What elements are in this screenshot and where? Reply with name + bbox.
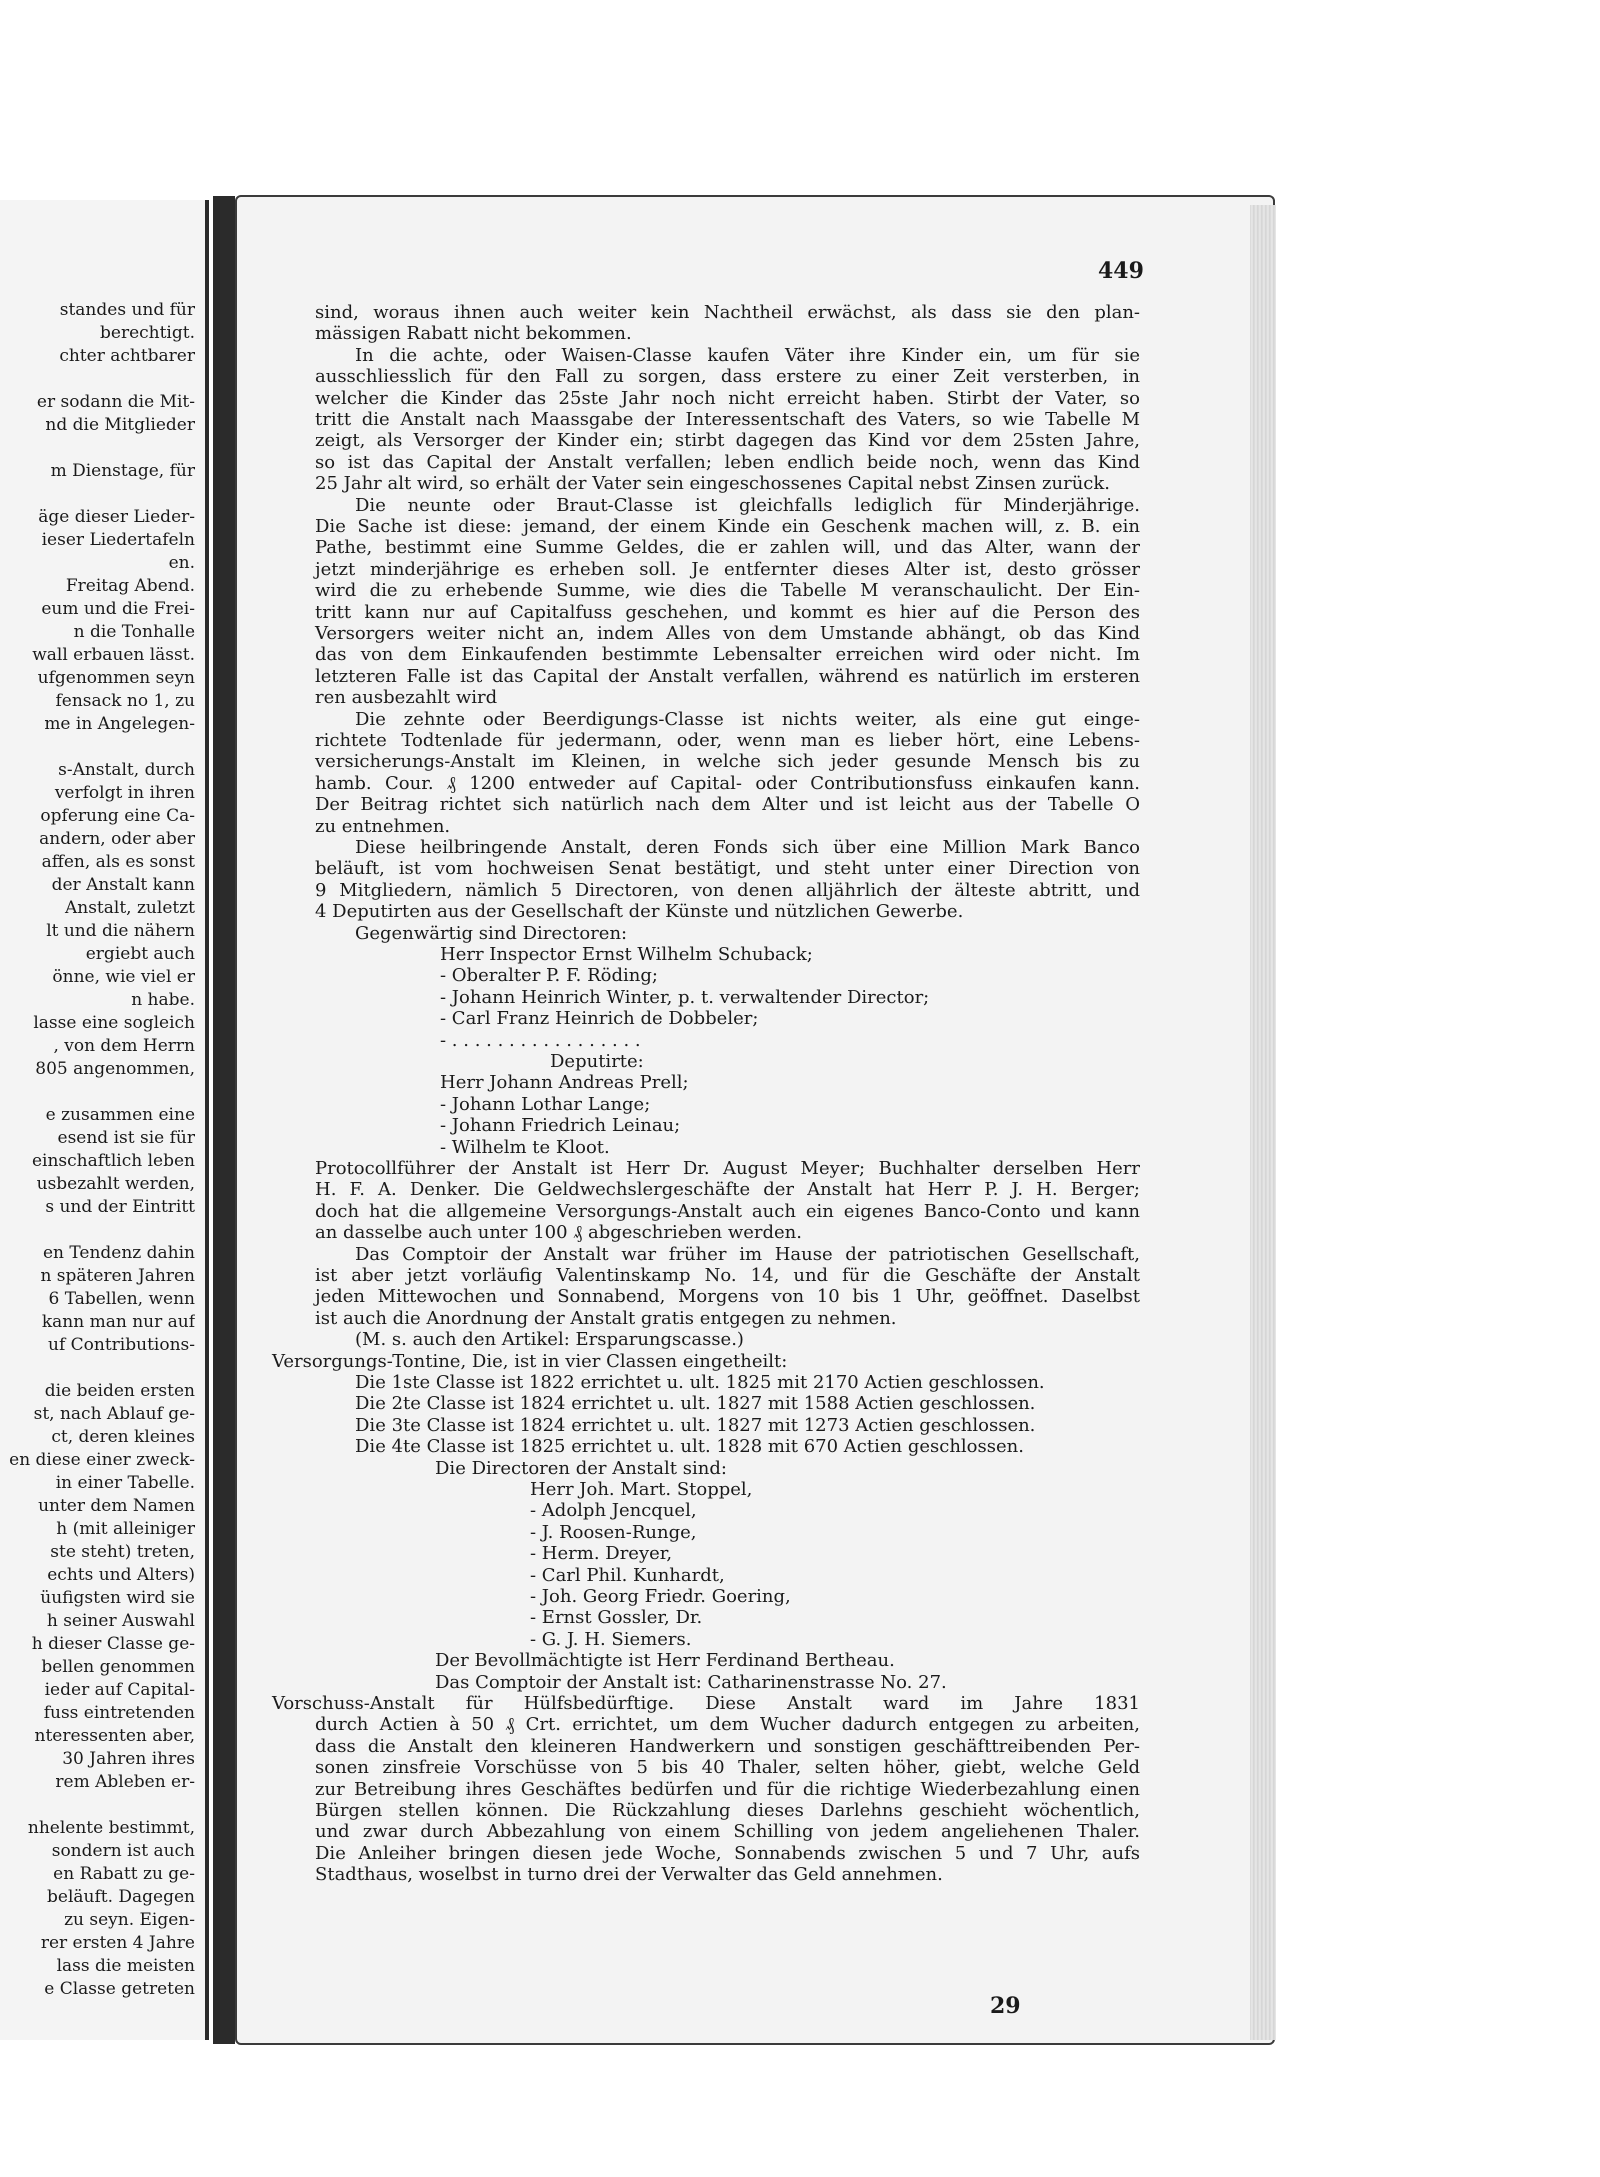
paragraph-line: so ist das Capital der Anstalt verfallen; leben endlich beide noch, wenn das Kind — [315, 451, 1140, 473]
tontine-class-line: Die 4te Classe ist 1825 errichtet u. ult. 1828 mit 670 Actien geschlossen. — [355, 1436, 1024, 1458]
facing-page-line: ieser Liedertafeln — [41, 530, 195, 550]
deputy-entry: - Wilhelm te Kloot. — [440, 1136, 610, 1158]
deputy-entry: - Johann Lothar Lange; — [440, 1093, 651, 1115]
tontine-class-line: Die 2te Classe ist 1824 errichtet u. ult. 1827 mit 1588 Actien geschlossen. — [355, 1393, 1036, 1415]
paragraph-line: Die Anleiher bringen diesen jede Woche, Sonnabends zwischen 5 und 7 Uhr, aufs — [315, 1842, 1140, 1864]
facing-page-line: Freitag Abend. — [65, 576, 195, 596]
signature-mark: 29 — [990, 1993, 1021, 2019]
facing-page-line: en Tendenz dahin — [42, 1243, 195, 1263]
paragraph-line: mässigen Rabatt nicht bekommen. — [315, 323, 632, 345]
paragraph-line: Der Beitrag richtet sich natürlich nach dem Alter und ist leicht aus der Tabelle O — [315, 794, 1140, 816]
facing-page-line: h (mit alleiniger — [56, 1519, 195, 1539]
paragraph-line: Versorgers weiter nicht an, indem Alles von dem Umstande abhängt, ob das Kind — [315, 623, 1140, 644]
facing-page-line: in einer Tabelle. — [55, 1473, 195, 1493]
facing-page-line: ste steht) treten, — [50, 1542, 195, 1562]
paragraph-line: Die zehnte oder Beerdigungs-Classe ist nichts weiter, als eine gut einge- — [355, 708, 1140, 730]
tontine-director-entry: - G. J. H. Siemers. — [530, 1628, 692, 1650]
facing-page-line: affen, als es sonst — [41, 852, 195, 872]
facing-page-line: nd die Mitglieder — [45, 415, 195, 435]
paragraph-line: Die neunte oder Braut-Classe ist gleichfalls lediglich für Minderjährige. — [355, 494, 1140, 516]
facing-page-line: beläuft. Dagegen — [47, 1887, 195, 1907]
paragraph-line: Stadthaus, woselbst in turno drei der Verwalter das Geld annehmen. — [315, 1864, 943, 1886]
paragraph-line: ist auch die Anordnung der Anstalt gratis entgegen zu nehmen. — [315, 1307, 897, 1329]
facing-page-line: s-Anstalt, durch — [58, 760, 195, 780]
paragraph-line: sind, woraus ihnen auch weiter kein Nachtheil erwächst, als dass sie den plan- — [315, 302, 1140, 323]
paragraph-line: 9 Mitgliedern, nämlich 5 Directoren, von denen alljährlich der älteste abtritt, und — [315, 879, 1140, 901]
facing-page-line: chter achtbarer — [59, 346, 195, 366]
facing-page-line: ct, deren kleines — [51, 1427, 195, 1447]
tontine-director-entry: - Ernst Gossler, Dr. — [530, 1607, 703, 1629]
facing-page-line: echts und Alters) — [47, 1565, 195, 1585]
paragraph-line: Diese heilbringende Anstalt, deren Fonds sich über eine Million Mark Banco — [355, 837, 1140, 858]
facing-page-line: lt und die nähern — [46, 921, 195, 941]
paragraph-line: zeigt, als Versorger der Kinder ein; stirbt dagegen das Kind vor dem 25sten Jahre, — [315, 430, 1140, 452]
paragraph-line: doch hat die allgemeine Versorgungs-Anstalt auch ein eigenes Banco-Conto und kann — [315, 1200, 1140, 1222]
facing-page-line: me in Angelegen- — [44, 714, 195, 734]
paragraph-line: Pathe, bestimmt eine Summe Geldes, die er zahlen will, und das Alter, wann der — [315, 537, 1140, 559]
director-entry: - Johann Heinrich Winter, p. t. verwaltender Director; — [440, 986, 930, 1008]
facing-page-line: önne, wie viel er — [52, 967, 195, 987]
facing-page-line: standes und für — [59, 300, 195, 320]
tontine-director-entry: Herr Joh. Mart. Stoppel, — [530, 1479, 753, 1500]
paragraph-line: zur Betreibung ihres Geschäftes bedürfen und für die richtige Wiederbezahlung einen — [315, 1778, 1140, 1800]
paragraph-line: In die achte, oder Waisen-Classe kaufen Väter ihre Kinder ein, um für sie — [355, 344, 1140, 366]
facing-page-line: en. — [168, 553, 195, 573]
paragraph-line: ist aber jetzt vorläufig Valentinskamp No. 14, und für die Geschäfte der Anstalt — [315, 1265, 1140, 1286]
tontine-class-line: Die 3te Classe ist 1824 errichtet u. ult. 1827 mit 1273 Actien geschlossen. — [355, 1414, 1036, 1436]
paragraph-line: 25 Jahr alt wird, so erhält der Vater sein eingeschossenes Capital nebst Zinsen zurück. — [315, 473, 1110, 495]
facing-page-line: nteressenten aber, — [34, 1726, 195, 1746]
facing-page-line: ufgenommen seyn — [37, 668, 195, 688]
paragraph-line: durch Actien à 50 ₰ Crt. errichtet, um dem Wucher dadurch entgegen zu arbeiten, — [315, 1714, 1140, 1736]
paragraph-line: tritt die Anstalt nach Maassgabe der Interessentschaft des Vaters, so wie Tabelle M — [315, 409, 1140, 430]
facing-page-line: opferung eine Ca- — [40, 806, 195, 826]
director-entry: - Carl Franz Heinrich de Dobbeler; — [440, 1008, 759, 1030]
facing-page-line: rer ersten 4 Jahre — [40, 1933, 195, 1953]
facing-page-line: n habe. — [131, 990, 195, 1010]
facing-page-line: äge dieser Lieder- — [38, 507, 195, 527]
paragraph-line: jetzt minderjährige es erheben soll. Je entfernter dieses Alter ist, desto grösser — [315, 558, 1140, 580]
facing-page-line: s und der Eintritt — [45, 1197, 195, 1217]
facing-page-line: die beiden ersten — [44, 1381, 195, 1401]
paragraph-line: Protocollführer der Anstalt ist Herr Dr. August Meyer; Buchhalter derselben Herr — [315, 1158, 1140, 1179]
facing-page-line: h seiner Auswahl — [46, 1611, 195, 1631]
facing-page-line: esend ist sie für — [57, 1128, 195, 1148]
facing-page-line: nhelente bestimmt, — [27, 1818, 195, 1838]
facing-page-line: 805 angenommen, — [35, 1059, 195, 1079]
facing-page-line: unter dem Namen — [38, 1496, 195, 1516]
facing-page-line: usbezahlt werden, — [36, 1174, 195, 1194]
entry-heading: Versorgungs-Tontine, Die, ist in vier Classen eingetheilt: — [272, 1350, 788, 1372]
paragraph-line: Der Bevollmächtigte ist Herr Ferdinand Bertheau. — [435, 1650, 895, 1672]
paragraph-line: an dasselbe auch unter 100 ₰ abgeschrieben werden. — [315, 1222, 802, 1244]
director-entry: - Oberalter P. F. Röding; — [440, 965, 658, 987]
facing-page-line: st, nach Ablauf ge- — [33, 1404, 195, 1424]
paragraph-line: und zwar durch Abbezahlung von einem Schilling von jedem angeliehenen Thaler. — [315, 1821, 1140, 1843]
paragraph-line: ausschliesslich für den Fall zu sorgen, dass erstere zu einer Zeit versterben, in — [315, 366, 1140, 388]
tontine-director-entry: - J. Roosen-Runge, — [530, 1521, 697, 1543]
paragraph-line: ren ausbezahlt wird — [315, 687, 498, 709]
facing-page-line: der Anstalt kann — [51, 875, 195, 895]
page-number: 449 — [1098, 258, 1144, 284]
paragraph-line: Das Comptoir der Anstalt ist: Catharinenstrasse No. 27. — [435, 1671, 947, 1693]
facing-page-line: Anstalt, zuletzt — [64, 898, 195, 918]
paragraph-line: dass die Anstalt den kleineren Handwerkern und sonstigen geschäfttreibenden Per- — [315, 1735, 1140, 1757]
paragraph-line: tritt kann nur auf Capitalfuss geschehen, und kommt es hier auf die Person des — [315, 601, 1140, 623]
paragraph-line: welcher die Kinder das 25ste Jahr noch nicht erreicht haben. Stirbt der Vater, so — [315, 387, 1140, 409]
book-gutter — [213, 196, 235, 2044]
paragraph-line: H. F. A. Denker. Die Geldwechslergeschäfte der Anstalt hat Herr P. J. H. Berger; — [315, 1179, 1140, 1201]
paragraph-line: wird die zu erhebende Summe, wie dies die Tabelle M veranschaulicht. Der Ein- — [315, 580, 1140, 602]
facing-page-line: lass die meisten — [56, 1956, 195, 1976]
paragraph-line: versicherungs-Anstalt im Kleinen, in welche sich jeder gesunde Mensch bis zu — [315, 751, 1140, 773]
director-entry: - . . . . . . . . . . . . . . . . . — [440, 1029, 641, 1051]
paragraph-line: Die Sache ist diese: jemand, der einem Kinde ein Geschenk machen will, z. B. ein — [315, 516, 1140, 537]
tontine-director-entry: - Joh. Georg Friedr. Goering, — [530, 1586, 791, 1607]
director-entry: Herr Inspector Ernst Wilhelm Schuback; — [440, 944, 813, 965]
facing-page-line: 6 Tabellen, wenn — [48, 1289, 195, 1309]
facing-page-line: andern, oder aber — [39, 829, 195, 849]
facing-page-line: eum und die Frei- — [41, 599, 195, 619]
facing-page-line: uf Contributions- — [48, 1335, 195, 1355]
facing-page-line: kann man nur auf — [41, 1312, 195, 1332]
paragraph-line: letzteren Falle ist das Capital der Anstalt verfallen, während es natürlich im ersteren — [315, 665, 1140, 687]
facing-page-fragment — [0, 200, 209, 2040]
section-heading: Deputirte: — [550, 1051, 644, 1072]
facing-page-line: m Dienstage, für — [50, 461, 195, 481]
facing-page-line: zu seyn. Eigen- — [64, 1910, 195, 1930]
facing-page-line: n die Tonhalle — [73, 622, 195, 642]
tontine-director-entry: - Carl Phil. Kunhardt, — [530, 1564, 725, 1586]
facing-page-line: n späteren Jahren — [40, 1266, 195, 1286]
facing-page-line: fuss eintretenden — [43, 1703, 195, 1723]
deputy-entry: - Johann Friedrich Leinau; — [440, 1115, 681, 1137]
facing-page-line: üufigsten wird sie — [40, 1588, 195, 1608]
tontine-director-entry: - Herm. Dreyer, — [530, 1543, 673, 1565]
paragraph-line: 4 Deputirten aus der Gesellschaft der Künste und nützlichen Gewerbe. — [315, 901, 964, 923]
cross-reference: (M. s. auch den Artikel: Ersparungscasse.) — [355, 1329, 744, 1351]
section-heading: Die Directoren der Anstalt sind: — [435, 1457, 727, 1479]
paragraph-line: jeden Mittewochen und Sonnabend, Morgens von 10 bis 1 Uhr, geöffnet. Daselbst — [315, 1286, 1140, 1308]
paragraph-line: zu entnehmen. — [315, 815, 451, 837]
paragraph-line: Bürgen stellen können. Die Rückzahlung dieses Darlehns geschieht wöchentlich, — [315, 1800, 1140, 1821]
section-heading: Gegenwärtig sind Directoren: — [355, 922, 628, 944]
paragraph-line: Das Comptoir der Anstalt war früher im Hause der patriotischen Gesellschaft, — [355, 1243, 1140, 1265]
paragraph-line: richtete Todtenlade für jedermann, oder, wenn man es lieber hört, eine Lebens- — [315, 730, 1140, 751]
facing-page-line: , von dem Herrn — [53, 1036, 195, 1056]
paragraph-line: hamb. Cour. ₰ 1200 entweder auf Capital- oder Contributionsfuss einkaufen kann. — [315, 772, 1140, 794]
deputy-entry: Herr Johann Andreas Prell; — [440, 1072, 689, 1094]
facing-page-line: e Classe getreten — [44, 1979, 195, 1999]
paragraph-line: Vorschuss-Anstalt für Hülfsbedürftige. Diese Anstalt ward im Jahre 1831 — [272, 1693, 1140, 1714]
facing-page-line: ieder auf Capital- — [44, 1680, 195, 1700]
facing-page-line: h dieser Classe ge- — [31, 1634, 195, 1654]
paragraph-line: das von dem Einkaufenden bestimmte Lebensalter erreichen wird oder nicht. Im — [315, 644, 1140, 666]
facing-page-line: lasse eine sogleich — [33, 1013, 195, 1033]
facing-page-line: sondern ist auch — [51, 1841, 195, 1861]
facing-page-line: berechtigt. — [100, 323, 195, 343]
paragraph-line: sonen zinsfreie Vorschüsse von 5 bis 40 Thaler, selten höher, giebt, welche Geld — [315, 1757, 1140, 1779]
facing-page-line: fensack no 1, zu — [55, 691, 195, 711]
facing-page-line: bellen genommen — [41, 1657, 195, 1677]
tontine-director-entry: - Adolph Jencquel, — [530, 1500, 697, 1522]
facing-page-line: rem Ableben er- — [55, 1772, 195, 1792]
facing-page-line: en Rabatt zu ge- — [53, 1864, 195, 1884]
facing-page-line: er sodann die Mit- — [36, 392, 195, 412]
facing-page-line: einschaftlich leben — [31, 1151, 195, 1171]
tontine-class-line: Die 1ste Classe ist 1822 errichtet u. ult. 1825 mit 2170 Actien geschlossen. — [355, 1372, 1045, 1393]
facing-page-line: wall erbauen lässt. — [32, 645, 195, 665]
paragraph-line: beläuft, ist vom hochweisen Senat bestätigt, und steht unter einer Direction von — [315, 858, 1140, 880]
facing-page-line: 30 Jahren ihres — [62, 1749, 195, 1769]
facing-page-line: en diese einer zweck- — [9, 1450, 195, 1470]
page-edge-shadow — [1250, 205, 1276, 2040]
facing-page-line: ergiebt auch — [85, 944, 195, 964]
facing-page-line: e zusammen eine — [45, 1105, 195, 1125]
facing-page-line: verfolgt in ihren — [54, 783, 195, 803]
